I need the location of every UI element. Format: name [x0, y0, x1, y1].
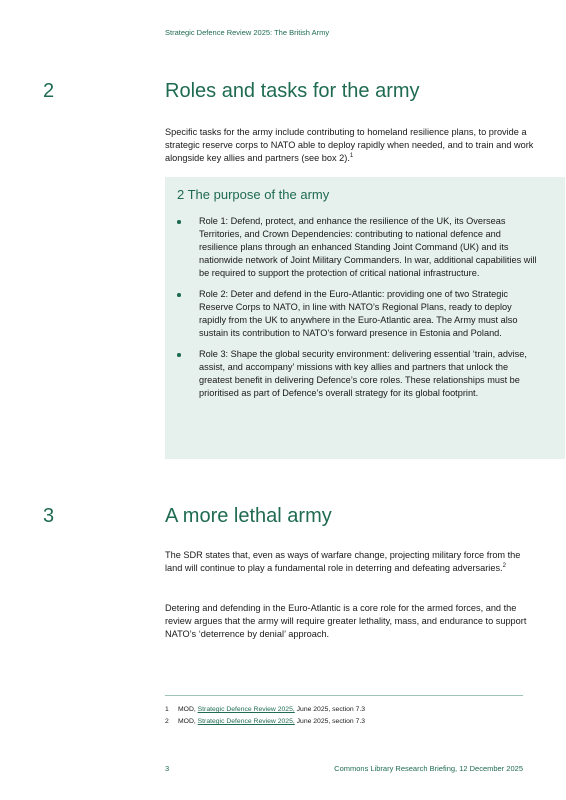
- footnote-suffix: June 2025, section 7.3: [294, 718, 366, 725]
- footnote-link[interactable]: Strategic Defence Review 2025,: [197, 706, 295, 713]
- purpose-box-title: 2 The purpose of the army: [177, 187, 330, 202]
- role-1-text: Role 1: Defend, protect, and enhance the resilience of the UK, its Overseas Territories, and Crown Dependencies: contributing to national defence and resilience plans through an enhanced Standing Joint Command (UK) and its nationwide network of Joint Military Commanders. In war, additional capabilities will be required to support the protection of critical national infrastructure.: [199, 216, 537, 278]
- running-header: Strategic Defence Review 2025: The British Army: [165, 28, 330, 37]
- footnote-number: 2: [165, 718, 169, 725]
- section-3-para-1: [165, 549, 535, 575]
- footnote-prefix: MOD,: [178, 706, 198, 713]
- section-3-number: 3: [43, 505, 55, 527]
- footnote-prefix: MOD,: [178, 718, 198, 725]
- bullet-icon: [177, 220, 181, 224]
- footnote-suffix: June 2025, section 7.3: [294, 706, 366, 713]
- footnote-number: 1: [165, 706, 169, 713]
- section-3-para-2: Detering and defending in the Euro-Atlantic is a core role for the armed forces, and the review argues that the army will require greater lethality, mass, and endurance to support NATO’s ‘deterrence by denial’ approach.: [165, 603, 527, 639]
- role-3-text: Role 3: Shape the global security environment: delivering essential ‘train, advise, assist, and accompany’ missions with key allies and partners that unlock the greatest benefit in delivering Defence’s core roles. These relationships must be prioritised as part of Defence’s overall strategy for its global footprint.: [199, 349, 527, 398]
- purpose-box: [165, 177, 565, 459]
- bullet-icon: [177, 353, 181, 357]
- footnote-2: [165, 718, 365, 725]
- purpose-box-list: [177, 215, 537, 408]
- footnote-ref-2[interactable]: 2: [502, 562, 506, 569]
- section-3-para-1-text: The SDR states that, even as ways of warfare change, projecting military force from the land will continue to play a fundamental role in deterring and defeating adversaries.: [165, 550, 521, 573]
- section-2-intro: [165, 126, 535, 165]
- section-2-title: Roles and tasks for the army: [165, 80, 420, 102]
- bullet-icon: [177, 293, 181, 297]
- section-3-title: A more lethal army: [165, 505, 332, 527]
- footnote-link[interactable]: Strategic Defence Review 2025,: [197, 718, 295, 725]
- footnote-ref-1[interactable]: 1: [349, 152, 354, 159]
- footnote-rule: [165, 695, 523, 696]
- footer-source: Commons Library Research Briefing, 12 December 2025: [334, 764, 523, 773]
- section-2-intro-text: Specific tasks for the army include contributing to homeland resilience plans, to provide a strategic reserve corps to NATO able to deploy rapidly when needed, and to train and work alongside key allies and partners (see box 2).: [165, 127, 534, 163]
- list-item: [177, 288, 537, 340]
- list-item: [177, 348, 537, 400]
- page-number: 3: [165, 764, 170, 773]
- section-2-number: 2: [43, 80, 55, 102]
- role-2-text: Role 2: Deter and defend in the Euro-Atlantic: providing one of two Strategic Reserve Corps to NATO, in line with NATO’s Regional Plans, ready to deploy rapidly from the UK to anywhere in the Euro-Atlantic area. The Army must also sustain its contribution to NATO’s forward presence in Estonia and Poland.: [199, 289, 518, 338]
- list-item: [177, 215, 537, 280]
- footnote-1: [165, 706, 365, 713]
